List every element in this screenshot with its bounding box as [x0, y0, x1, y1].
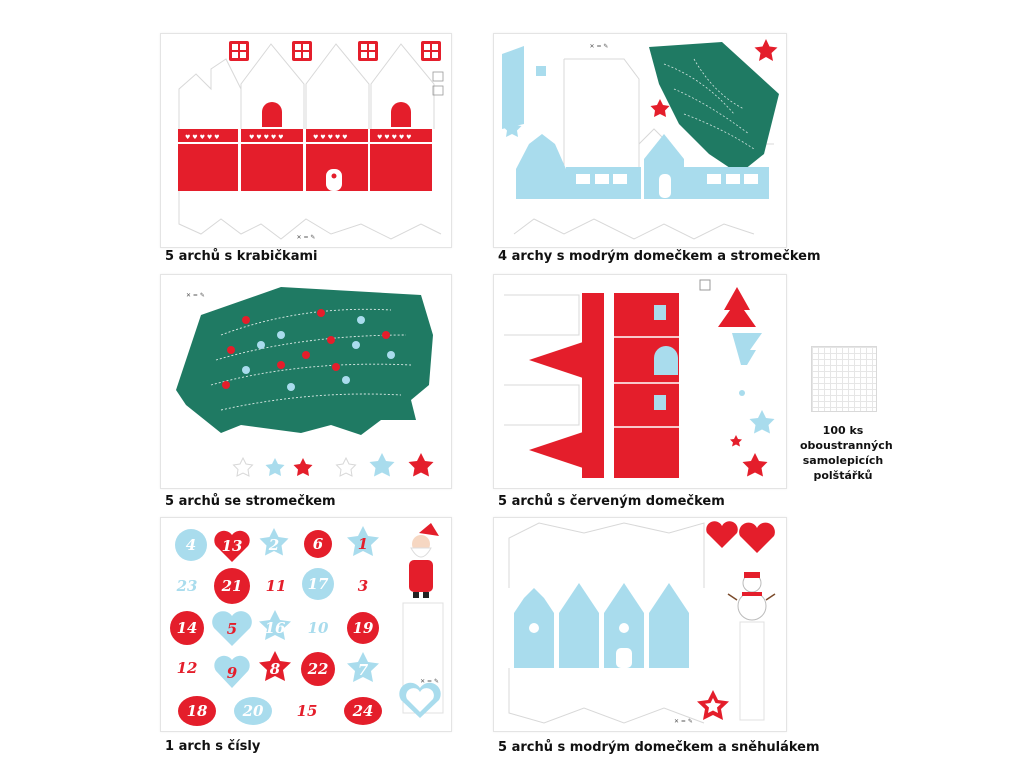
svg-text:♥ ♥ ♥ ♥ ♥: ♥ ♥ ♥ ♥ ♥	[313, 134, 348, 141]
number-10: 10	[307, 619, 329, 637]
number-20: 20	[242, 702, 264, 720]
sheet-tree	[160, 274, 452, 489]
scissors-mark: ✕ = ✎	[296, 234, 316, 241]
number-22: 22	[307, 660, 329, 678]
number-17: 17	[307, 575, 329, 593]
caption-sheet1: 5 archů s krabičkami	[165, 249, 318, 264]
blue-house-snowman-artwork	[494, 518, 786, 731]
tree-artwork	[161, 275, 451, 488]
svg-text:♥ ♥ ♥ ♥ ♥: ♥ ♥ ♥ ♥ ♥	[185, 134, 220, 141]
caption-sheet4: 5 archů s červeným domečkem	[498, 494, 725, 509]
sheet-numbers	[160, 517, 452, 732]
blue-house-row	[514, 583, 689, 668]
number-12: 12	[176, 659, 198, 677]
number-19: 19	[352, 619, 374, 637]
pads-line3: samolepicích	[802, 454, 884, 467]
santa-figure	[409, 523, 439, 598]
caption-sheet2: 4 archy s modrým domečkem a stromečkem	[498, 249, 821, 264]
adhesive-pads-image	[811, 346, 877, 412]
blue-house-tree-artwork	[494, 34, 786, 247]
number-4: 4	[185, 536, 197, 554]
number-24: 24	[352, 702, 374, 720]
door	[326, 169, 342, 191]
sheet-red-boxes	[160, 33, 452, 248]
number-9: 9	[226, 664, 238, 682]
number-1: 1	[357, 535, 369, 553]
arched-windows	[262, 102, 411, 127]
caption-sheet6: 5 archů s modrým domečkem a sněhulákem	[498, 740, 820, 755]
star-sticker	[266, 458, 285, 476]
svg-text:♥ ♥ ♥ ♥ ♥: ♥ ♥ ♥ ♥ ♥	[377, 134, 412, 141]
number-15: 15	[296, 702, 318, 720]
svg-text:♥ ♥ ♥ ♥ ♥: ♥ ♥ ♥ ♥ ♥	[249, 134, 284, 141]
blue-tree-sticker	[732, 333, 762, 365]
number-2: 2	[268, 536, 280, 554]
number-7: 7	[357, 661, 369, 679]
red-side-strip	[582, 293, 604, 478]
pads-line1: 100 ks	[822, 424, 864, 437]
scissors-mark: ✕ = ✎	[674, 718, 693, 725]
adhesive-pads-label	[800, 423, 893, 483]
scissors-mark: ✕ = ✎	[589, 43, 609, 50]
red-wall-panel	[614, 293, 679, 478]
green-tree-panel	[176, 287, 433, 435]
number-14: 14	[176, 619, 198, 637]
red-tree-sticker	[718, 287, 756, 327]
number-23: 23	[176, 577, 198, 595]
sheet-blue-house-tree	[493, 33, 787, 248]
snowman-figure	[728, 572, 775, 620]
number-16: 16	[264, 619, 286, 637]
sheet-blue-house-snowman	[493, 517, 787, 732]
red-boxes-artwork	[161, 34, 451, 247]
caption-sheet5: 1 arch s čísly	[165, 739, 261, 754]
blue-side-panel	[502, 46, 524, 129]
heart-border	[178, 142, 432, 144]
number-18: 18	[186, 702, 208, 720]
sheet-red-house	[493, 274, 787, 489]
number-11: 11	[265, 577, 287, 595]
pads-line2: oboustranných	[800, 439, 893, 452]
number-6: 6	[312, 535, 324, 553]
red-heart-sticker	[706, 521, 738, 548]
number-21: 21	[221, 577, 243, 595]
numbers-artwork	[161, 518, 451, 731]
scissors-mark: ✕ = ✎	[186, 292, 205, 299]
number-3: 3	[357, 577, 369, 595]
caption-sheet3: 5 archů se stromečkem	[165, 494, 336, 509]
scissors-mark: ✕ = ✎	[420, 678, 439, 685]
number-5: 5	[226, 620, 238, 638]
red-house-artwork	[494, 275, 786, 488]
pads-line4: polštářků	[813, 469, 873, 482]
number-8: 8	[269, 660, 281, 678]
number-13: 13	[221, 537, 243, 555]
red-star-sticker	[755, 39, 778, 61]
